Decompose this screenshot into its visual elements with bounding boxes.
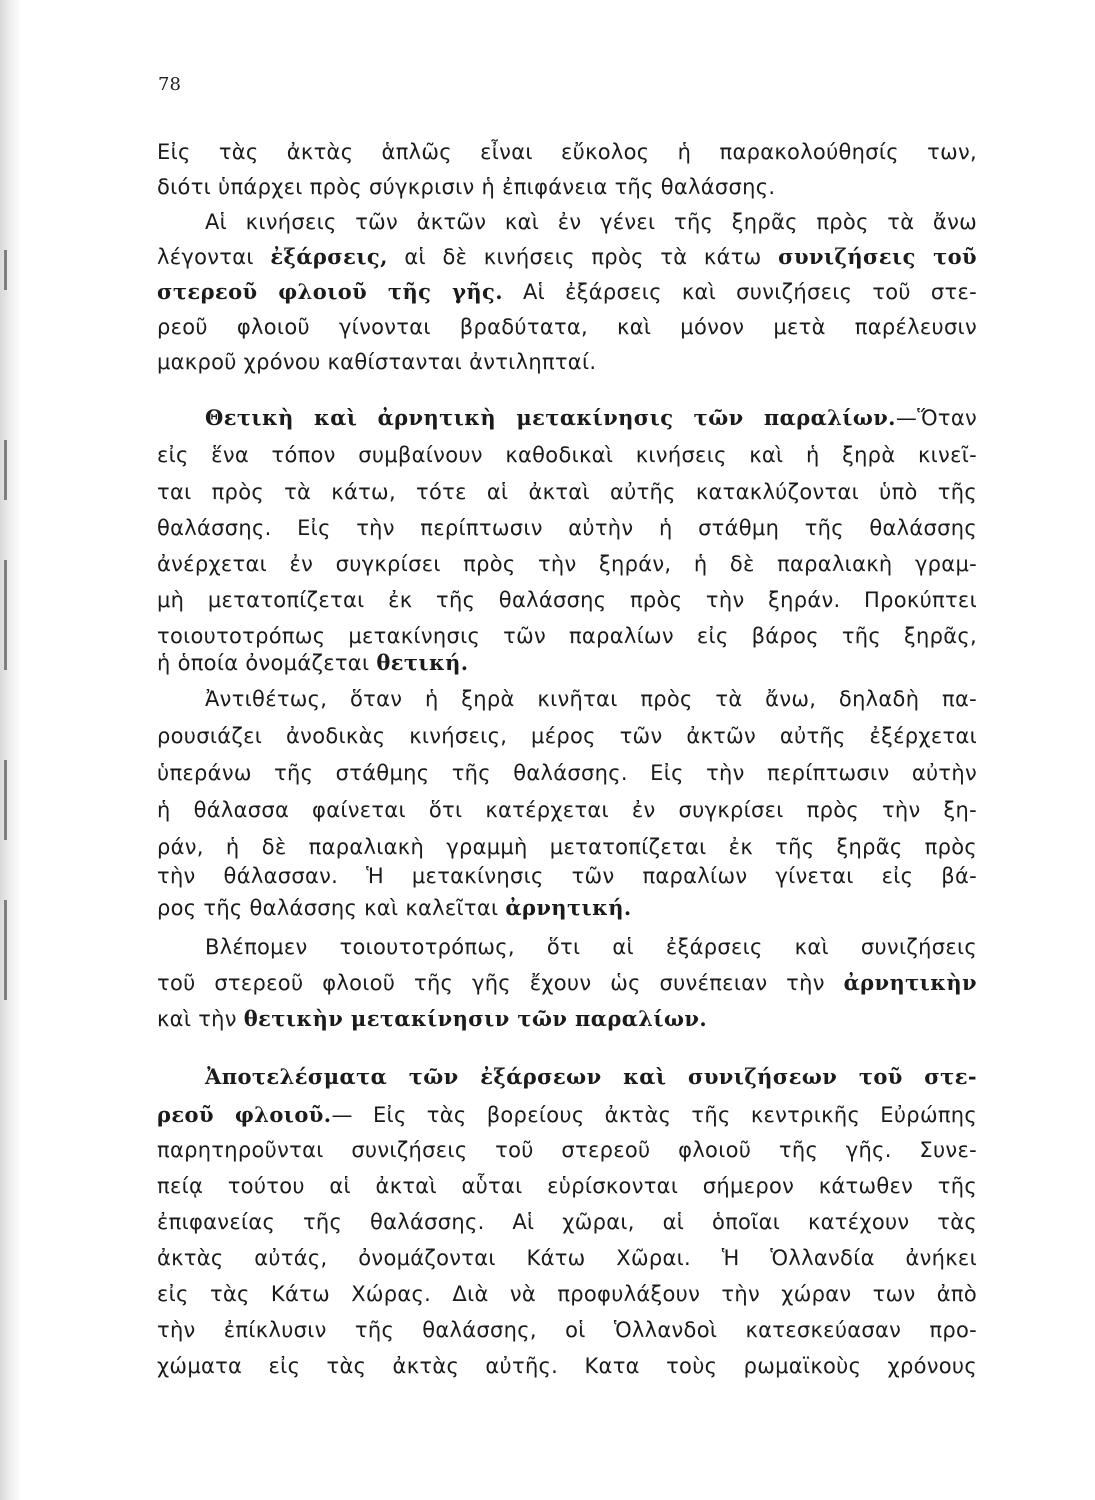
text-line — [157, 893, 977, 923]
text-run: θαλάσσης. Εἰς τὴν περίπτωσιν αὐτὴν ἡ στάθμη τῆς θαλάσσης — [157, 516, 977, 540]
text-run: ἡ ὁποία ὀνομάζεται — [157, 651, 377, 675]
text-run: Ἀντιθέτως, ὅταν ἡ ξηρὰ κινῆται πρὸς τὰ ἄνω, δηλαδὴ πα- — [205, 687, 977, 711]
text-line — [157, 1351, 977, 1381]
text-line — [157, 968, 977, 998]
text-line — [157, 1315, 977, 1345]
text-run: διότι ὑπάρχει πρὸς σύγκρισιν ἡ ἐπιφάνεια τῆς θαλάσσης. — [157, 175, 776, 199]
text-run: Αἱ ἐξάρσεις καὶ συνιζήσεις τοῦ στε- — [502, 280, 977, 304]
text-line — [205, 403, 977, 433]
text-line — [157, 1004, 977, 1034]
text-run: αἱ δὲ κινήσεις πρὸς τὰ κάτω — [387, 245, 779, 269]
text-line — [157, 795, 977, 825]
text-run: λέγονται — [157, 245, 271, 269]
text-line — [157, 1243, 977, 1273]
text-run: παρητηροῦνται συνιζήσεις τοῦ στερεοῦ φλοιοῦ τῆς γῆς. Συνε- — [157, 1138, 977, 1162]
bold-term: ἀρνητική. — [505, 895, 632, 920]
text-line — [157, 513, 977, 543]
text-run: εἰς τὰς Κάτω Χώρας. Διὰ νὰ προφυλάξουν τὴν χώραν των ἀπὸ — [157, 1282, 977, 1306]
text-run: μὴ μετατοπίζεται ἐκ τῆς θαλάσσης πρὸς τὴν ξηράν. Προκύπτει — [157, 588, 977, 612]
text-run: ρος τῆς θαλάσσης καὶ καλεῖται — [157, 896, 506, 920]
text-line — [157, 861, 977, 891]
text-run: τὴν ἐπίκλυσιν τῆς θαλάσσης, οἱ Ὁλλανδοὶ κατεσκεύασαν προ- — [157, 1318, 977, 1342]
text-line — [157, 621, 977, 651]
text-run: ρουσιάζει ἀνοδικὰς κινήσεις, μέρος τῶν ἀκτῶν αὐτῆς ἐξέρχεται — [157, 724, 977, 748]
page-number: 78 — [158, 74, 181, 95]
text-line — [157, 758, 977, 788]
text-run: ἀκτὰς αὐτάς, ὀνομάζονται Κάτω Χῶραι. Ἡ Ὁλλανδία ἀνήκει — [157, 1246, 977, 1270]
text-line — [157, 137, 977, 167]
text-run: Βλέπομεν τοιουτοτρόπως, ὅτι αἱ ἐξάρσεις καὶ συνιζήσεις — [205, 935, 977, 959]
text-line — [157, 477, 977, 507]
bold-term: ἐξάρσεις, — [270, 244, 388, 269]
bold-term: Ἀποτελέσματα τῶν ἐξάρσεων καὶ συνιζήσεων τοῦ στε- — [205, 1064, 977, 1089]
text-run: πείᾳ τούτου αἱ ἀκταὶ αὗται εὑρίσκονται σήμερον κάτωθεν τῆς — [157, 1174, 977, 1198]
text-run: εἰς ἕνα τόπον συμβαίνουν καθοδικαὶ κινήσεις καὶ ἡ ξηρὰ κινεῖ- — [157, 443, 977, 467]
text-line — [205, 1062, 977, 1092]
text-line — [157, 1100, 977, 1130]
text-run: χώματα εἰς τὰς ἀκτὰς αὐτῆς. Κατα τοὺς ρωμαϊκοὺς χρόνους — [157, 1354, 977, 1378]
text-run: ὑπεράνω τῆς στάθμης τῆς θαλάσσης. Εἰς τὴν περίπτωσιν αὐτὴν — [157, 761, 977, 785]
text-line — [205, 684, 977, 714]
text-line — [205, 932, 977, 962]
text-line — [157, 1207, 977, 1237]
text-line — [157, 648, 977, 678]
text-run: μακροῦ χρόνου καθίστανται ἀντιληπταί. — [157, 350, 597, 374]
bold-term: στερεοῦ φλοιοῦ τῆς γῆς. — [157, 279, 503, 304]
text-line — [157, 549, 977, 579]
text-run: ἐπιφανείας τῆς θαλάσσης. Αἱ χῶραι, αἱ ὁποῖαι κατέχουν τὰς — [157, 1210, 977, 1234]
text-line — [157, 721, 977, 751]
text-line — [157, 440, 977, 470]
text-run: ράν, ἡ δὲ παραλιακὴ γραμμὴ μετατοπίζεται ἐκ τῆς ξηρᾶς πρὸς — [157, 835, 977, 859]
text-line — [157, 277, 977, 307]
bold-term: θετικὴν μετακίνησιν τῶν παραλίων. — [243, 1006, 708, 1031]
text-line — [157, 172, 977, 202]
text-run: ἀνέρχεται ἐν συγκρίσει πρὸς τὴν ξηράν, ἡ δὲ παραλιακὴ γραμ- — [157, 552, 977, 576]
text-line — [157, 242, 977, 272]
text-run: τοιουτοτρόπως μετακίνησις τῶν παραλίων εἰς βάρος τῆς ξηρᾶς, — [157, 624, 977, 648]
text-run: Εἰς τὰς ἀκτὰς ἁπλῶς εἶναι εὔκολος ἡ παρακολούθησίς των, — [157, 140, 977, 164]
text-line — [157, 832, 977, 862]
bold-term: ἀρνητικὴν — [843, 970, 977, 995]
bold-term: θετική. — [376, 650, 469, 675]
text-run: —Ὅταν — [895, 406, 977, 430]
text-line — [157, 1135, 977, 1165]
text-run: τὴν θάλασσαν. Ἡ μετακίνησις τῶν παραλίων γίνεται εἰς βά- — [157, 864, 977, 888]
text-run: ἡ θάλασσα φαίνεται ὅτι κατέρχεται ἐν συγκρίσει πρὸς τὴν ξη- — [157, 798, 977, 822]
text-run: καὶ τὴν — [157, 1007, 244, 1031]
text-run: Αἱ κινήσεις τῶν ἀκτῶν καὶ ἐν γένει τῆς ξηρᾶς πρὸς τὰ ἄνω — [205, 210, 977, 234]
text-run: τοῦ στερεοῦ φλοιοῦ τῆς γῆς ἔχουν ὡς συνέπειαν τὴν — [157, 971, 844, 995]
text-run: ρεοῦ φλοιοῦ γίνονται βραδύτατα, καὶ μόνον μετὰ παρέλευσιν — [157, 315, 977, 339]
text-line — [157, 585, 977, 615]
text-line — [157, 347, 977, 377]
text-run: — Εἰς τὰς βορείους ἀκτὰς τῆς κεντρικῆς Εὐρώπης — [331, 1103, 978, 1127]
bold-term: Θετικὴ καὶ ἀρνητικὴ μετακίνησις τῶν παραλίων. — [205, 405, 896, 430]
text-line — [157, 312, 977, 342]
bold-term: συνιζήσεις τοῦ — [778, 244, 977, 269]
text-line — [157, 1279, 977, 1309]
bold-term: ρεοῦ φλοιοῦ. — [157, 1102, 332, 1127]
text-line — [157, 1171, 977, 1201]
text-line — [205, 207, 977, 237]
text-run: ται πρὸς τὰ κάτω, τότε αἱ ἀκταὶ αὐτῆς κατακλύζονται ὑπὸ τῆς — [157, 480, 977, 504]
